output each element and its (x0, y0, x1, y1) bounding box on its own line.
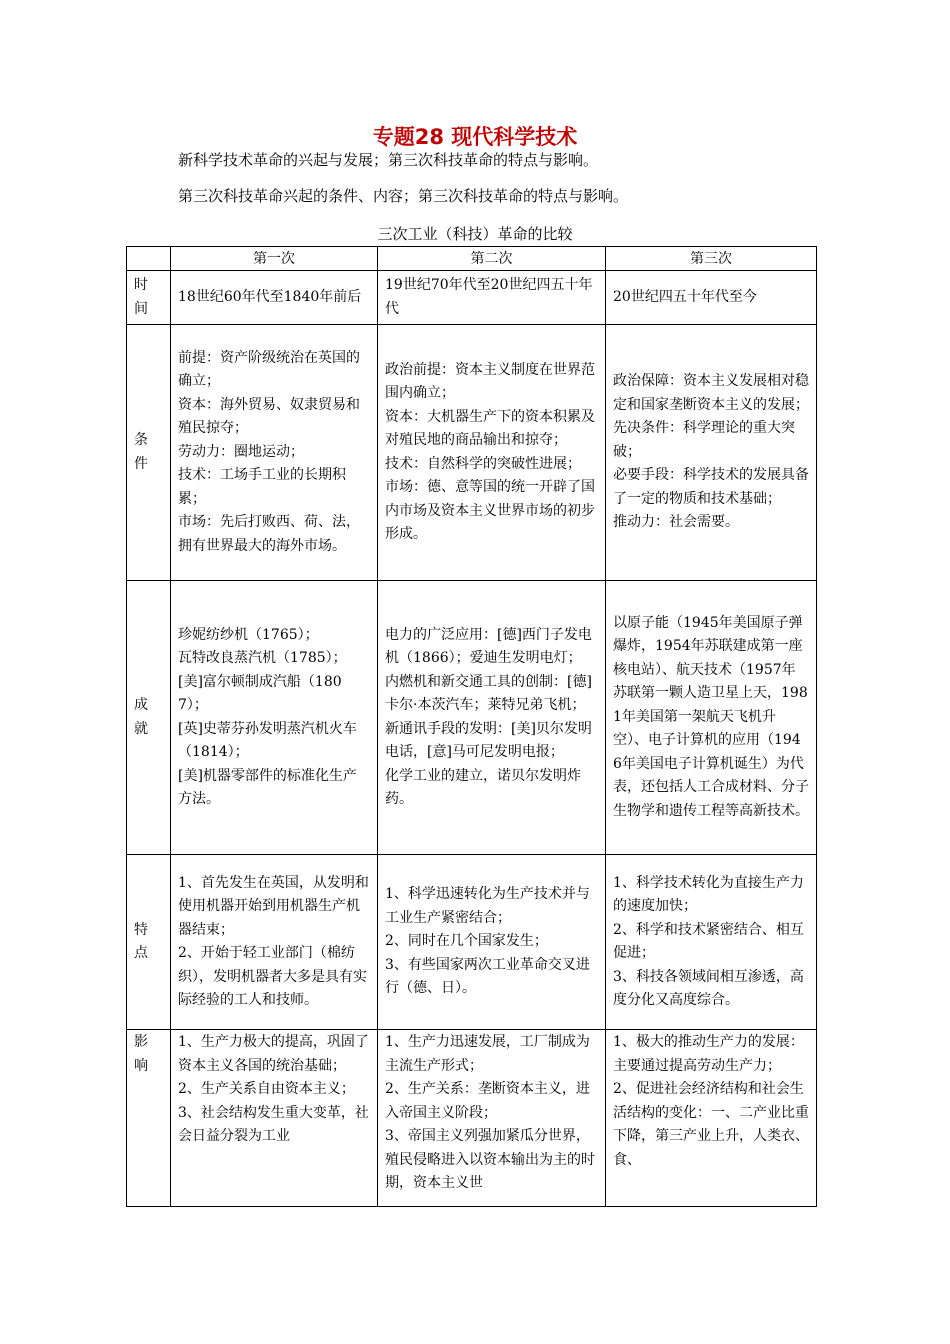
intro-line-2: 第三次科技革命兴起的条件、内容；第三次科技革命的特点与影响。 (178, 187, 629, 205)
header-second: 第二次 (378, 247, 606, 271)
table-row-impact (127, 1030, 817, 1207)
page-title: 专题28 现代科学技术 (372, 125, 578, 149)
table-cell: 1、生产力极大的提高，巩固了资本主义各国的统治基础； 2、生产关系自由资本主义； 3、社会结构发生重大变革，社会日益分裂为工业 (171, 1030, 378, 1207)
table-cell: 以原子能（1945年美国原子弹爆炸，1954年苏联建成第一座核电站）、航天技术（1957年苏联第一颗人造卫星上天，1981年美国第一架航天飞机升空）、电子计算机的应用（1946年美国电子计算机诞生）为代表，还包括人工合成材料、分子生物学和遗传工程等高新技术。 (606, 581, 817, 855)
row-label-features: 特 点 (127, 855, 171, 1030)
table-cell: 电力的广泛应用：[德]西门子发电机（1866）；爱迪生发明电灯； 内燃机和新交通工具的创制：[德]卡尔·本茨汽车；莱特兄弟飞机； 新通讯手段的发明：[美]贝尔发明电话，[意]马可尼发明电报； 化学工业的建立，诺贝尔发明炸药。 (378, 581, 606, 855)
table-cell: 1、科学技术转化为直接生产力的速度加快； 2、科学和技术紧密结合、相互促进； 3、科技各领域间相互渗透，高度分化又高度综合。 (606, 855, 817, 1030)
header-third: 第三次 (606, 247, 817, 271)
table-cell: 18世纪60年代至1840年前后 (171, 271, 378, 325)
table-cell: 1、科学迅速转化为生产技术并与工业生产紧密结合； 2、同时在几个国家发生； 3、有些国家两次工业革命交叉进行（德、日）。 (378, 855, 606, 1030)
table-cell: 珍妮纺纱机（1765）； 瓦特改良蒸汽机（1785）； [美]富尔顿制成汽船（1807）； [英]史蒂芬孙发明蒸汽机火车（1814）； [美]机器零部件的标准化生产方法。 (171, 581, 378, 855)
row-label-achievements: 成 就 (127, 581, 171, 855)
table-cell: 1、生产力迅速发展，工厂制成为主流生产形式； 2、生产关系：垄断资本主义，进入帝国主义阶段； 3、帝国主义列强加紧瓜分世界，殖民侵略进入以资本输出为主的时期，资本主义世 (378, 1030, 606, 1207)
header-first: 第一次 (171, 247, 378, 271)
table-cell: 20世纪四五十年代至今 (606, 271, 817, 325)
table-row-time (127, 271, 817, 325)
table-row-features (127, 855, 817, 1030)
row-label-time: 时 间 (127, 271, 171, 325)
table-caption: 三次工业（科技）革命的比较 (377, 225, 573, 243)
table-cell: 1、首先发生在英国，从发明和使用机器开始到用机器生产机器结束； 2、开始于轻工业部门（棉纺织），发明机器者大多是具有实际经验的工人和技师。 (171, 855, 378, 1030)
comparison-table (126, 246, 817, 1207)
intro-line-1: 新科学技术革命的兴起与发展；第三次科技革命的特点与影响。 (178, 151, 599, 169)
row-label-impact: 影 响 (127, 1030, 171, 1207)
table-row-achievements (127, 581, 817, 855)
row-label-conditions: 条 件 (127, 325, 171, 581)
table-cell: 前提：资产阶级统治在英国的确立； 资本：海外贸易、奴隶贸易和殖民掠夺； 劳动力：圈地运动； 技术：工场手工业的长期积累； 市场：先后打败西、荷、法，拥有世界最大的海外市场。 (171, 325, 378, 581)
table-cell: 政治前提：资本主义制度在世界范围内确立； 资本：大机器生产下的资本积累及对殖民地的商品输出和掠夺； 技术：自然科学的突破性进展； 市场：德、意等国的统一开辟了国内市场及资本主义世界市场的初步形成。 (378, 325, 606, 581)
table-row-conditions (127, 325, 817, 581)
table-header-row (127, 247, 817, 271)
header-corner (127, 247, 171, 271)
table-cell: 1、极大的推动生产力的发展：主要通过提高劳动生产力； 2、促进社会经济结构和社会生活结构的变化：一、二产业比重下降，第三产业上升，人类衣、食、 (606, 1030, 817, 1207)
table-cell: 19世纪70年代至20世纪四五十年代 (378, 271, 606, 325)
table-cell: 政治保障：资本主义发展相对稳定和国家垄断资本主义的发展； 先决条件：科学理论的重大突破； 必要手段：科学技术的发展具备了一定的物质和技术基础； 推动力：社会需要。 (606, 325, 817, 581)
